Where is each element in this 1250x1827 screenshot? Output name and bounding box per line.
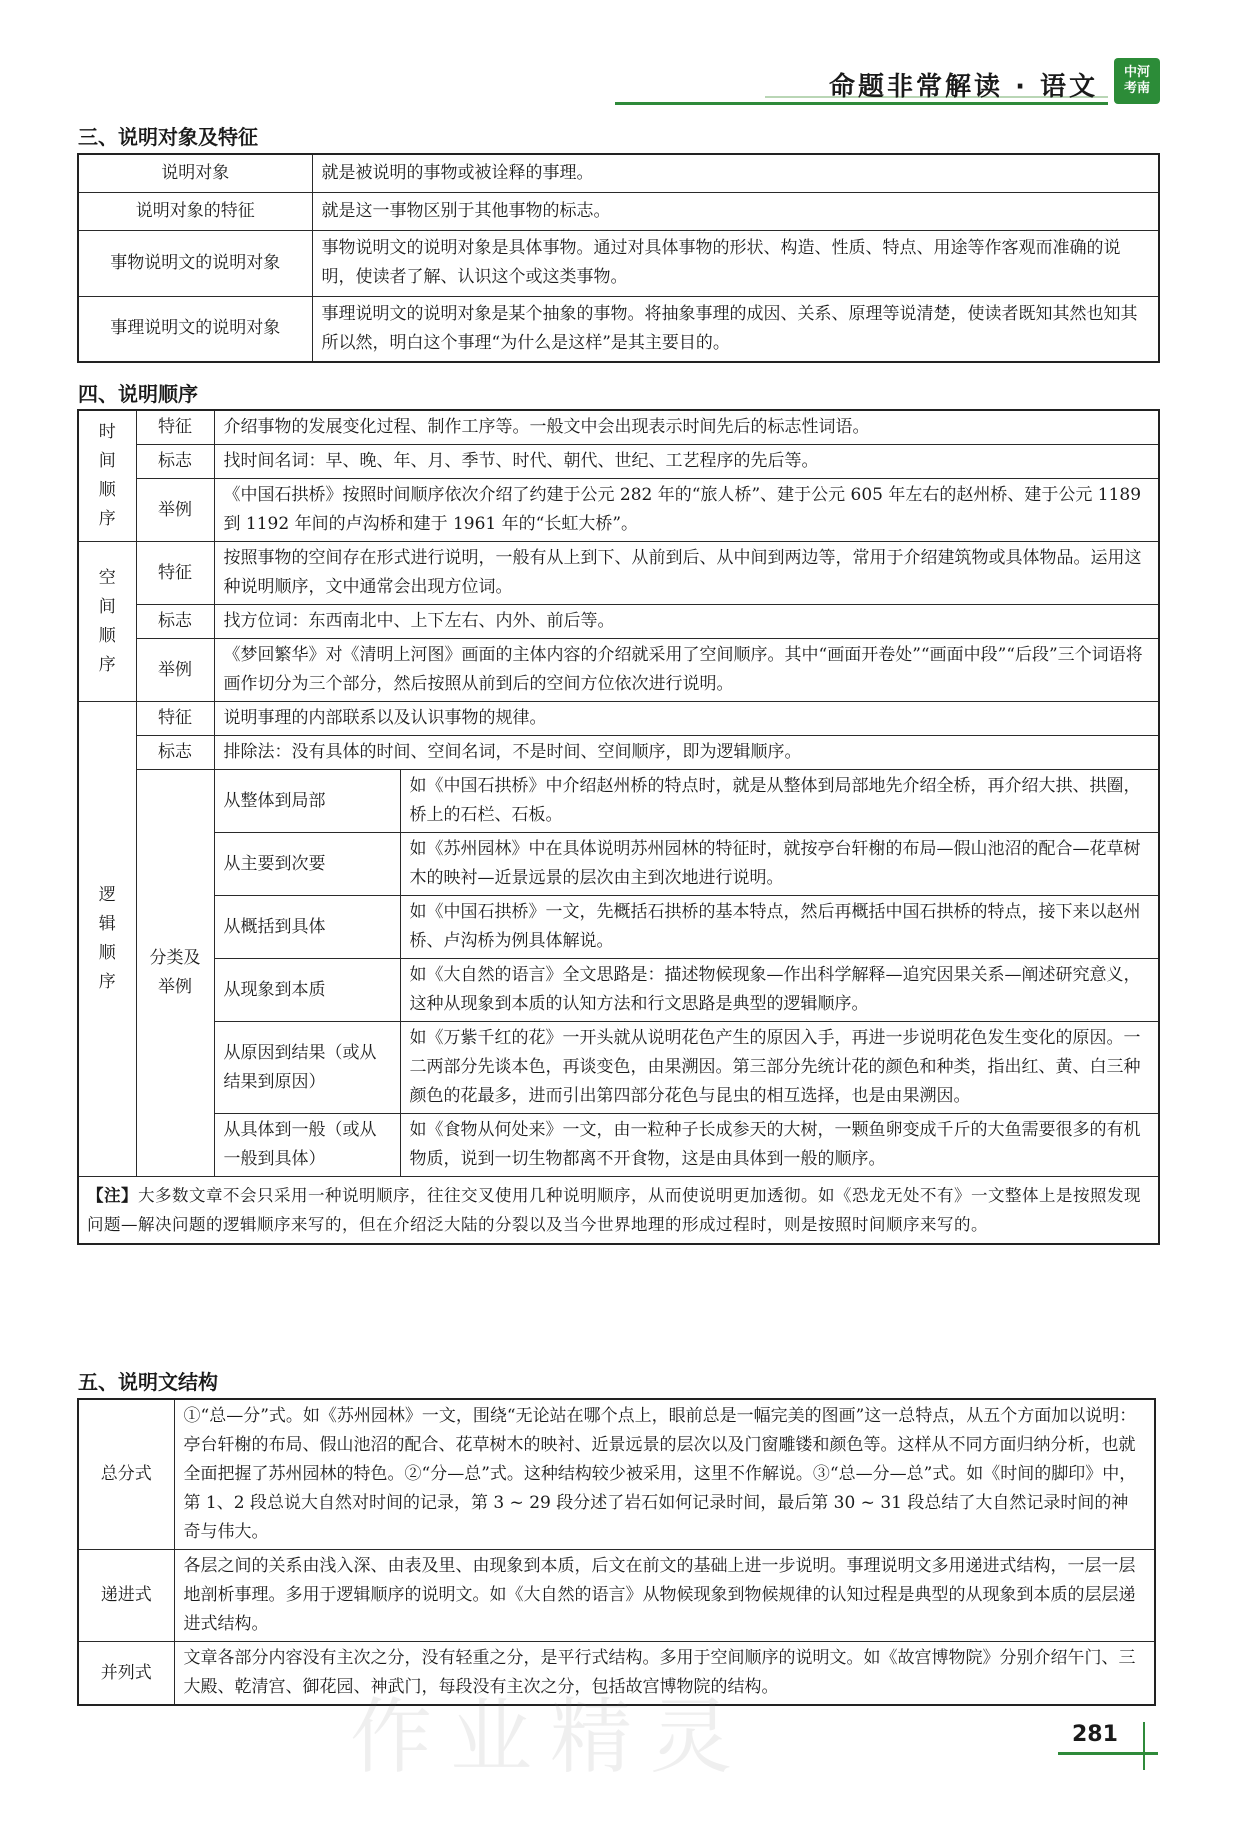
table-row — [78, 1177, 1159, 1245]
table-row — [78, 154, 1159, 192]
table-row — [78, 639, 1159, 702]
table-row — [78, 605, 1159, 639]
row-text: 事理说明文的说明对象是某个抽象的事物。将抽象事理的成因、关系、原理等说清楚，使读者既知其然也知其所以然，明白这个事理“为什么是这样”是其主要目的。 — [312, 296, 1159, 362]
logo-text-1: 中河 — [1123, 65, 1150, 80]
row-text: 找方位词：东西南北中、上下左右、内外、前后等。 — [214, 605, 1159, 639]
row-text: 排除法：没有具体的时间、空间名词，不是时间、空间顺序，即为逻辑顺序。 — [214, 736, 1159, 770]
row-label: 事理说明文的说明对象 — [78, 296, 312, 362]
page-number: 281 — [1072, 1722, 1118, 1747]
table-row — [78, 542, 1159, 605]
watermark: 作业精灵 — [350, 1690, 751, 1785]
row-label: 标志 — [136, 605, 214, 639]
row-label: 标志 — [136, 736, 214, 770]
row-label: 总分式 — [78, 1399, 174, 1550]
row-text: 各层之间的关系由浅入深、由表及里、由现象到本质，后文在前文的基础上进一步说明。事理说明文多用递进式结构，一层一层地剖析事理。多用于逻辑顺序的说明文。如《大自然的语言》从物候现象到物候规律的认知过程是典型的从现象到本质的层层递进式结构。 — [174, 1550, 1155, 1642]
table-row — [78, 445, 1159, 479]
row-label: 并列式 — [78, 1642, 174, 1706]
row-text: 按照事物的空间存在形式进行说明，一般有从上到下、从前到后、从中间到两边等，常用于介绍建筑物或具体物品。运用这种说明顺序，文中通常会出现方位词。 — [214, 542, 1159, 605]
section4-title: 四、说明顺序 — [78, 382, 198, 406]
table-row — [78, 736, 1159, 770]
table-row — [78, 230, 1159, 296]
row-label: 说明对象 — [78, 154, 312, 192]
row-label: 特征 — [136, 702, 214, 736]
sub-text: 如《大自然的语言》全文思路是：描述物候现象—作出科学解释—追究因果关系—阐述研究意义，这种从现象到本质的认知方法和行文思路是典型的逻辑顺序。 — [400, 959, 1159, 1022]
sub-label: 从具体到一般（或从一般到具体） — [214, 1114, 400, 1177]
table-row — [78, 1399, 1155, 1550]
page-number-rule-v — [1143, 1722, 1145, 1770]
table-row — [78, 1022, 1159, 1114]
row-label: 举例 — [136, 639, 214, 702]
table-row — [78, 192, 1159, 230]
section3-table — [77, 153, 1160, 363]
sub-text: 如《苏州园林》中在具体说明苏州园林的特征时，就按亭台轩榭的布局—假山池沼的配合—花草树木的映衬—近景远景的层次由主到次地进行说明。 — [400, 833, 1159, 896]
row-label: 标志 — [136, 445, 214, 479]
sub-group-label: 分类及举例 — [136, 770, 214, 1177]
row-label: 举例 — [136, 479, 214, 542]
row-label: 递进式 — [78, 1550, 174, 1642]
group-time: 时间顺序 — [78, 410, 136, 542]
table-row — [78, 702, 1159, 736]
row-text: ①“总—分”式。如《苏州园林》一文，围绕“无论站在哪个点上，眼前总是一幅完美的图画”这一总特点，从五个方面加以说明：亭台轩榭的布局、假山池沼的配合、花草树木的映衬、近景远景的层次以及门窗雕镂和颜色等。这样从不同方面归纳分析，也就全面把握了苏州园林的特色。②“分—总”式。这种结构较少被采用，这里不作解说。③“总—分—总”式。如《时间的脚印》中，第 1、2 段总说大自然对时间的记录，第 3 ~ 29 段分述了岩石如何记录时间，最后第 30 ~ 31 段总结了大自然记录时间的神奇与伟大。 — [174, 1399, 1155, 1550]
row-text: 事物说明文的说明对象是具体事物。通过对具体事物的形状、构造、性质、特点、用途等作客观而准确的说明，使读者了解、认识这个或这类事物。 — [312, 230, 1159, 296]
logo-text-2: 考南 — [1123, 81, 1150, 96]
row-text: 找时间名词：早、晚、年、月、季节、时代、朝代、世纪、工艺程序的先后等。 — [214, 445, 1159, 479]
table-row — [78, 770, 1159, 833]
sub-label: 从概括到具体 — [214, 896, 400, 959]
row-text: 介绍事物的发展变化过程、制作工序等。一般文中会出现表示时间先后的标志性词语。 — [214, 410, 1159, 445]
sub-text: 如《万紫千红的花》一开头就从说明花色产生的原因入手，再进一步说明花色发生变化的原因。一二两部分先谈本色，再谈变色，由果溯因。第三部分先统计花的颜色和种类，指出红、黄、白三种颜色的花最多，进而引出第四部分花色与昆虫的相互选择，也是由果溯因。 — [400, 1022, 1159, 1114]
row-label: 特征 — [136, 410, 214, 445]
section5-table — [77, 1398, 1156, 1706]
section5-title: 五、说明文结构 — [78, 1370, 218, 1394]
note-label: 【注】 — [87, 1186, 138, 1205]
row-text: 就是这一事物区别于其他事物的标志。 — [312, 192, 1159, 230]
row-text: 《梦回繁华》对《清明上河图》画面的主体内容的介绍就采用了空间顺序。其中“画面开卷处”“画面中段”“后段”三个词语将画作切分为三个部分，然后按照从前到后的空间方位依次进行说明。 — [214, 639, 1159, 702]
table-row — [78, 1550, 1155, 1642]
publisher-logo — [1114, 58, 1160, 104]
table-row — [78, 833, 1159, 896]
row-text: 说明事理的内部联系以及认识事物的规律。 — [214, 702, 1159, 736]
table-row — [78, 1114, 1159, 1177]
table-row — [78, 959, 1159, 1022]
sub-label: 从主要到次要 — [214, 833, 400, 896]
note-cell — [78, 1177, 1159, 1245]
sub-text: 如《中国石拱桥》一文，先概括石拱桥的基本特点，然后再概括中国石拱桥的特点，接下来以赵州桥、卢沟桥为例具体解说。 — [400, 896, 1159, 959]
section4-table — [77, 409, 1160, 1245]
row-text: 文章各部分内容没有主次之分，没有轻重之分，是平行式结构。多用于空间顺序的说明文。如《故宫博物院》分别介绍午门、三大殿、乾清宫、御花园、神武门，每段没有主次之分，包括故宫博物院的结构。 — [174, 1642, 1155, 1706]
sub-label: 从原因到结果（或从结果到原因） — [214, 1022, 400, 1114]
page-number-rule — [1058, 1752, 1158, 1755]
row-label: 特征 — [136, 542, 214, 605]
sub-label: 从现象到本质 — [214, 959, 400, 1022]
section3-title: 三、说明对象及特征 — [78, 125, 258, 149]
row-label: 事物说明文的说明对象 — [78, 230, 312, 296]
table-row — [78, 296, 1159, 362]
table-row — [78, 479, 1159, 542]
page-header — [615, 56, 1160, 106]
sub-label: 从整体到局部 — [214, 770, 400, 833]
book-title: 命题非常解读 · 语文 — [829, 72, 1098, 102]
row-text: 《中国石拱桥》按照时间顺序依次介绍了约建于公元 282 年的“旅人桥”、建于公元 605 年左右的赵州桥、建于公元 1189 到 1192 年间的卢沟桥和建于 1961 年的“长虹大桥”。 — [214, 479, 1159, 542]
sub-text: 如《食物从何处来》一文，由一粒种子长成参天的大树，一颗鱼卵变成千斤的大鱼需要很多的有机物质，说到一切生物都离不开食物，这是由具体到一般的顺序。 — [400, 1114, 1159, 1177]
group-space: 空间顺序 — [78, 542, 136, 702]
row-text: 就是被说明的事物或被诠释的事理。 — [312, 154, 1159, 192]
sub-text: 如《中国石拱桥》中介绍赵州桥的特点时，就是从整体到局部地先介绍全桥，再介绍大拱、拱圈，桥上的石栏、石板。 — [400, 770, 1159, 833]
note-text: 大多数文章不会只采用一种说明顺序，往往交叉使用几种说明顺序，从而使说明更加透彻。如《恐龙无处不有》一文整体上是按照发现问题—解决问题的逻辑顺序来写的，但在介绍泛大陆的分裂以及当今世界地理的形成过程时，则是按照时间顺序来写的。 — [87, 1186, 1141, 1234]
table-row — [78, 410, 1159, 445]
table-row — [78, 896, 1159, 959]
group-logic: 逻辑顺序 — [78, 702, 136, 1177]
row-label: 说明对象的特征 — [78, 192, 312, 230]
